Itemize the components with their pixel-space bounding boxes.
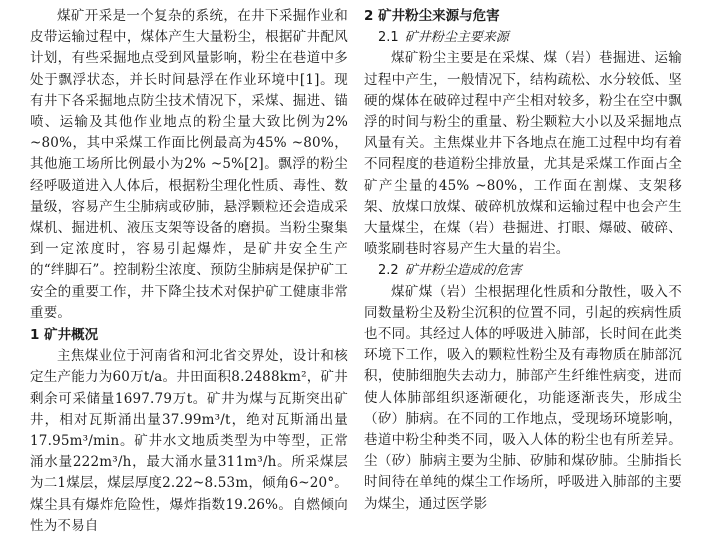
subsection-2-1-heading (364, 27, 682, 48)
subsection-2-1-paragraph: 煤矿粉尘主要是在采煤、煤（岩）巷掘进、运输过程中产生，一般情况下，结构疏松、水分较低、坚硬的煤体在破碎过程中产尘相对较多，粉尘在空中飘浮的时间与粉尘的重量、粉尘颗粒大小以及采掘地点风量有关。主焦煤业井下各地点在施工过程中均有着不同程度的巷道粉尘排放量，尤其是采煤工作面占全矿产尘量的45% ~80%，工作面在割煤、支架移架、放煤口放煤、破碎机放煤和运输过程中也会产生大量煤尘，在煤（岩）巷掘进、打眼、爆破、破碎、喷浆刷巷时容易产生大量的岩尘。 (364, 50, 682, 258)
right-column (364, 0, 682, 515)
subsection-2-2-paragraph: 煤矿煤（岩）尘根据理化性质和分散性，吸入不同数量粉尘及粉尘沉积的位置不同，引起的疾病性质也不同。其经过人体的呼吸进入肺部，长时间在此类环境下工作，吸入的颗粒性粉尘及有毒物质在肺部沉积，使肺细胞失去动力，肺部产生纤维性病变，进而使人体肺部组织逐渐硬化，功能逐渐丧失，形成尘（矽）肺病。在不同的工作地点，受现场环境影响，巷道中粉尘种类不同，吸入人体的粉尘也有所差异。尘（矽）肺病主要为尘肺、矽肺和煤矽肺。尘肺指长时间待在单纯的煤尘工作场所，呼吸进入肺部的主要为煤尘，通过医学影 (364, 283, 682, 512)
subsection-2-2-heading (364, 260, 682, 281)
subsection-2-1-title: 矿井粉尘主要来源 (404, 30, 509, 46)
left-column (30, 0, 348, 537)
subsection-2-1-number: 2.1 (378, 30, 399, 46)
section2-heading: 2 矿井粉尘来源与危害 (364, 8, 500, 24)
intro-paragraph: 煤矿开采是一个复杂的系统，在井下采掘作业和皮带运输过程中，煤体产生大量粉尘，根据矿井配风计划，有些采掘地点受到风量影响，粉尘在巷道中多处于飘浮状态，并长时间悬浮在作业环境中[1]。现有井下各采掘地点防尘技术情况下，采煤、掘进、锚喷、运输及其他作业地点的粉尘量大致比例为2% ~80%，其中采煤工作面比例最高为45% ~80%，其他施工场所比例最小为2% ~5%[2]。飘浮的粉尘经呼吸道进入人体后，根据粉尘理化性质、毒性、数量级，容易产生尘肺病或矽肺，悬浮颗粒还会造成采煤机、掘进机、液压支架等设备的磨损。当粉尘聚集到一定浓度时，容易引起爆炸，是矿井安全生产的“绊脚石”。控制粉尘浓度、预防尘肺病是保护矿工安全的重要工作，井下降尘技术对保护矿工健康非常重要。 (30, 8, 348, 321)
subsection-2-2-number: 2.2 (378, 263, 399, 279)
section1-heading: 1 矿井概况 (30, 327, 99, 344)
section1-paragraph: 主焦煤业位于河南省和河北省交界处，设计和核定生产能力为60万t/a。井田面积8.2488km²，矿井剩余可采储量1697.79万t。矿井为煤与瓦斯突出矿井，相对瓦斯涌出量37.99m³/t，绝对瓦斯涌出量17.95m³/min。矿井水文地质类型为中等型，正常涌水量222m³/h，最大涌水量311m³/h。所采煤层为二1煤层，煤层厚度2.22~8.53m，倾角6~20°。煤尘具有爆炸危险性，爆炸指数19.26%。自燃倾向性为不易自 (30, 348, 348, 534)
subsection-2-2-title: 矿井粉尘造成的危害 (404, 263, 522, 279)
